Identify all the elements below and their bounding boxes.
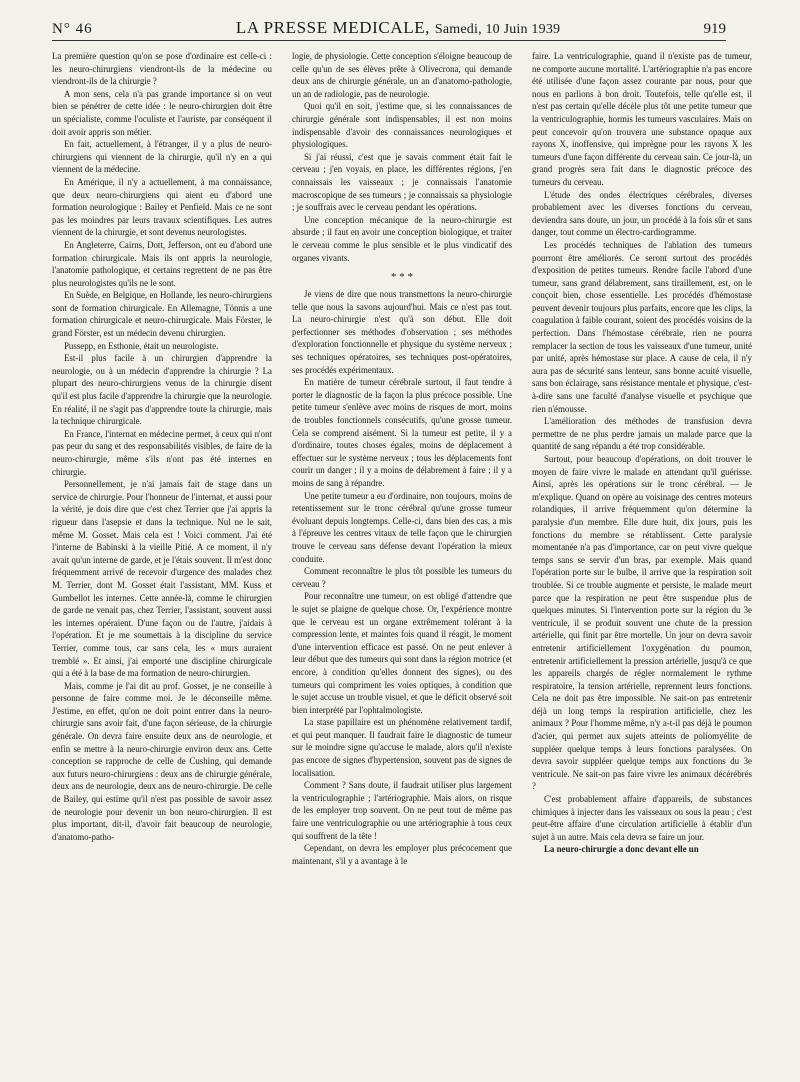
paragraph: La neuro-chirurgie a donc devant elle un: [544, 844, 699, 855]
paragraph: En Amérique, il n'y a actuellement, à ma connaissance, que deux neuro-chirurgiens qui aient eu d'abord une formation neurologique : Bailey et Penfield. Mais ce ne sont pas les moindres par leurs travaux scientifiques. Les autres viennent de la chirurgie, et sont devenus neurologistes.: [52, 176, 272, 238]
paragraph: Personnellement, je n'ai jamais fait de stage dans un service de chirurgie. Pour l'honneur de l'internat, et aussi pour la vérité, je dois dire que c'est chez Terrier que j'ai appris la rigueur dans l'asepsie et dans la technique. Nul ne le sait, même M. Gosset. Mais cela est ! Voici comment. J'ai été l'interne de Babinski à la vieille Pitié. A ce moment, il n'y avait qu'un interne de garde, et je l'étais souvent. Il m'est donc fréquemment arrivé de recevoir d'urgence des malades chez M. Terrier, dont M. Gosset était l'assistant, MM. Kuss et Gumbellot les internes. Cette année-là, comme le chirurgien de garde ne venait pas, chez Terrier, l'assistant, souvent aussi les internes opéraient. D'une façon ou de l'autre, j'aidais à l'opération. Et je me soumettais à la discipline du service Terrier, comme tous, car sans cela, les « murs auraient tremblé ». Et ainsi, j'ai emporté une discipline chirurgicale qui a été à la base de ma formation de neuro-chirurgien.: [52, 479, 272, 679]
paragraph: Une conception mécanique de la neuro-chirurgie est absurde ; il faut en avoir une conception biologique, et traiter le cerveau comme le plus sensible et le plus vindicatif des organes vivants.: [292, 214, 512, 263]
paragraph: En France, l'internat en médecine permet, à ceux qui n'ont pas peur du sang et des responsabilités visibles, de faire de la neuro-chirurgie, même s'ils n'ont pas été internes en chirurgie.: [52, 428, 272, 477]
paragraph: logie, de physiologie. Cette conception s'éloigne beaucoup de celle qu'un de ses élèves prête à Olivecrona, qui demande deux ans de chirurgie générale, un an d'anatomo-pathologie, un an de radiologie, pas de neurologie.: [292, 51, 512, 99]
paragraph: Surtout, pour beaucoup d'opérations, on doit trouver le moyen de faire vivre le malade en attendant qu'il guérisse. Ainsi, après les opérations sur le tronc cérébral. — Je m'explique. Quand on opère au voisinage des centres moteurs rolandiques, il arrive fréquemment qu'on détermine la paralysie d'un membre. Elle dure huit, dix jours, puis les fonctions du membre se rétablissent. Cette paralysie momentanée n'a pas d'importance, car on peut vivre quelque temps sans se servir d'un bras, par exemple. Mais quand l'opération porte sur le bulbe, il arrive que la respiration soit troublée. Si ce trouble augmente et persiste, le malade meurt parce que la respiration ne peut être suspendue plus de quelques minutes. Si l'intervention porte sur la région du 3e ventricule, il se produit souvent une chute de la pression artérielle, qui finit par être mortelle. Un jour on devra savoir entretenir artificiellement l'oxygénation du poumon, entretenir artificiellement la pression artérielle, jusqu'à ce que les appareils chargés de régler normalement le rythme respiratoire, la tension artérielle, reprennent leurs fonctions. Cela ne doit pas être impossible. Ne sait-on pas entretenir déjà un long temps la respiration artificielle, chez les animaux ? Pour l'homme même, n'y a-t-il pas déjà le poumon d'acier, qui permet aux sujets atteints de poliomyélite de suppléer quelque temps à leurs fonctions paralysées. On devra savoir suppléer quelque temps aux fonctions du 3e ventricule. Ne sait-on pas faire vivre les animaux décérébrés ?: [532, 454, 752, 792]
paragraph: Comment reconnaître le plus tôt possible les tumeurs du cerveau ?: [292, 566, 512, 589]
journal-title: LA PRESSE MEDICALE,: [235, 18, 431, 37]
paragraph: Cependant, on devra les employer plus précocement que maintenant, s'il y a avantage à le: [292, 843, 512, 866]
paragraph: Pussepp, en Esthonie, était un neurologiste.: [64, 340, 219, 351]
page-number: 919: [703, 21, 726, 37]
paragraph: Les procédés techniques de l'ablation des tumeurs pourront être améliorés. Ce seront surtout des procédés d'exposition de petites tumeurs. Rendre facile l'abord d'une tumeur, sans grand délabrement, sans tiraillement, est, on le conçoit bien, chose essentielle. Les procédés d'hémostase peuvent devenir toujours plus parfaits, encore que les clips, la coagulation à faible courant, soient des procédés voisins de la perfection. Dans l'hémostase cérébrale, rien ne pourra remplacer la section de tous les vaisseaux d'une tumeur, unité par unité, après hémostase sur place. A cause de cela, il n'y aura pas de sécurité sans lenteur, sans bonne acuité visuelle, sans bon éclairage, sans résistance mentale et physique, c'est-à-dire sans une faculté d'analyse visuelle et psychique que rien n'émousse.: [532, 239, 752, 414]
column-2: [292, 50, 512, 1070]
paragraph: En Suède, en Belgique, en Hollande, les neuro-chirurgiens sont de formation chirurgicale. En Allemagne, Tönnis a une formation chirurgicale et neuro-chirurgicale. Mais Förster, le grand Förster, est un médecin devenu chirurgien.: [52, 290, 272, 339]
page-header: [52, 18, 726, 41]
paragraph: La stase papillaire est un phénomène relativement tardif, et qui peut manquer. Il faudrait faire le diagnostic de tumeur sur le moindre signe qu'accuse le malade, alors qu'il n'existe pas encore de signes d'hypertension, souvent pas de signes de localisation.: [292, 717, 512, 778]
section-break: * * *: [391, 271, 413, 284]
paragraph: La première question qu'on se pose d'ordinaire est celle-ci : les neuro-chirurgiens viendront-ils de la médecine ou viendront-ils de la chirurgie ?: [52, 51, 272, 87]
paragraph: Si j'ai réussi, c'est que je savais comment était fait le cerveau ; j'en voyais, en place, les différentes régions, j'en connaissais les vaisseaux ; je connaissais l'anatomie macroscopique de ses tumeurs ; je connaissais sa physiologie ; je souffrais avec le cerveau pendant les opérations.: [292, 151, 512, 213]
paragraph: En fait, actuellement, à l'étranger, il y a plus de neuro-chirurgiens qui viennent de la chirurgie, qu'il n'y en a qui viennent de la médecine.: [52, 139, 272, 175]
paragraph: Pour reconnaître une tumeur, on est obligé d'attendre que le sujet se plaigne de quelque chose. Or, l'expérience montre que le cerveau est un organe extrêmement tolérant à la compression lente, et maintes fois quand il réagit, le moment d'une intervention efficace est passé. On ne peut enlever à leur début que des tumeurs qui sont dans la région motrice (et encore, à condition qu'elles donnent des signes), ou des tumeurs qui compriment les voies optiques, à condition que le sujet accuse un trouble visuel, et que le déficit observé soit bien interprété par l'ophtalmologiste.: [292, 591, 512, 715]
column-3: [532, 50, 752, 1070]
paragraph: C'est probablement affaire d'appareils, de substances chimiques à injecter dans les vaisseaux ou sous la peau ; c'est peut-être affaire d'une circulation artificielle à établir d'un sujet à un autre. Mais cela devra se faire un jour.: [532, 794, 752, 842]
paragraph: L'étude des ondes électriques cérébrales, diverses probablement avec les diverses fonctions du cerveau, deviendra sans doute, un jour, un procédé à la fois sûr et sans danger, tout comme un électro-cardiogramme.: [532, 189, 752, 238]
paragraph: Est-il plus facile à un chirurgien d'apprendre la neurologie, ou à un médecin d'apprendre la chirurgie ? La plupart des neuro-chirurgiens venus de la chirurgie disent qu'il est plus facile d'apprendre la chirurgie que la neurologie. En réalité, il ne s'agit pas d'apprendre toute la chirurgie, mais la technique chirurgicale.: [52, 353, 272, 427]
paragraph: A mon sens, cela n'a pas grande importance si on veut bien se pénétrer de cette idée : le neuro-chirurgien doit être un spécialiste, comme l'oculiste et l'auriste, par conséquent il doit avoir appris son métier.: [52, 88, 272, 137]
article-columns: [52, 50, 752, 1070]
paragraph: Mais, comme je l'ai dit au prof. Gosset, je ne conseille à personne de faire comme moi. Je le déconseille même. J'estime, en effet, qu'on ne doit point entrer dans la neuro-chirurgie sans avoir fait, d'une façon sérieuse, de la chirurgie générale. On devra faire ensuite deux ans de neurologie, et enfin se mettre à la neuro-chirurgie environ deux ans. Cette conception se rapproche de celle de Cushing, qui demande aux futurs neuro-chirurgiens : deux ans de chirurgie générale, deux ans de neurologie, deux ans de neuro-chirurgie. De celle de Bailey, qui estime qu'il n'est pas possible de savoir assez de neurologie pour devenir un bon neuro-chirurgien. Il est plus important, dit-il, d'avoir fait beaucoup de neurologie, d'anatomo-patho-: [52, 680, 272, 842]
paragraph: faire. La ventriculographie, quand il n'existe pas de tumeur, ne comporte aucune mortalité. L'artériographie n'a pas encore été utilisée d'une façon assez courante par nous, pour que nous en parlions à bon droit. Toutefois, telle qu'elle est, il n'est pas certain qu'elle décèle plus tôt une petite tumeur que la ventriculographie, hormis les tumeurs vasculaires. Mais on peut concevoir qu'on trouvera une substance opaque aux rayons X, inoffensive, qui imprègne pour les rayons X les tumeurs d'une façon différente du cerveau sain. Ce jour-là, un grand progrès sera fait dans le diagnostic précoce des tumeurs du cerveau.: [532, 51, 752, 187]
paragraph: Quoi qu'il en soit, j'estime que, si les connaissances de chirurgie générale sont indispensables, il est non moins indispensable d'avoir des connaissances neurologiques et physiologiques.: [292, 101, 512, 150]
paragraph: En matière de tumeur cérébrale surtout, il faut tendre à porter le diagnostic de la façon la plus précoce possible. Une petite tumeur s'enlève avec moins de risques de mort, moins de troubles fonctionnels consécutifs, qu'une grosse tumeur. Cela se comprend aisément. Si la tumeur est petite, il y a d'ordinaire, toutes choses égales, moins de déplacement à effectuer sur le système nerveux ; tous les déplacements font courir un danger ; il y a moins de délabrement à faire ; il y a moins de sang à répandre.: [292, 377, 512, 488]
paragraph: L'amélioration des méthodes de transfusion devra permettre de ne plus perdre jamais un malade parce que la quantité de sang répandu a été trop considérable.: [532, 416, 752, 452]
issue-date: Samedi, 10 Juin 1939: [434, 22, 561, 37]
column-1: [52, 50, 272, 1070]
journal-masthead: [236, 18, 560, 38]
paragraph: Je viens de dire que nous transmettons la neuro-chirurgie telle que nous la savons aujourd'hui. Mais ce n'est pas tout. La neuro-chirurgie n'est qu'à son début. Elle doit perfectionner ses méthodes d'observation ; ses méthodes d'exploration fonctionnelle et physique du système nerveux ; ses techniques opératoires, ses techniques post-opératoires, ses procédés expérimentaux.: [292, 289, 512, 375]
paragraph: Comment ? Sans doute, il faudrait utiliser plus largement la ventriculographie ; l'artériographie. Mais alors, on risque de les employer trop souvent. On ne peut tout de même pas faire une ventriculographie ou une artériographie à tous ceux qui souffrent de la tête !: [292, 780, 512, 841]
paragraph: En Angleterre, Cairns, Dott, Jefferson, ont eu d'abord une formation chirurgicale. Mais ils ont appris la neurologie, l'anatomie pathologique, et certains regrettent de ne pas être plus neurologistes qu'ils ne le sont.: [52, 239, 272, 288]
paragraph: Une petite tumeur a eu d'ordinaire, non toujours, moins de retentissement sur le tronc cérébral qu'une grosse tumeur évoluant depuis longtemps. Celle-ci, dans bien des cas, a mis à l'épreuve les centres vitaux de telle façon que le chirurgien trouve le cerveau sans défense devant l'opération la mieux conduite.: [292, 490, 512, 564]
issue-number: N° 46: [52, 21, 93, 37]
